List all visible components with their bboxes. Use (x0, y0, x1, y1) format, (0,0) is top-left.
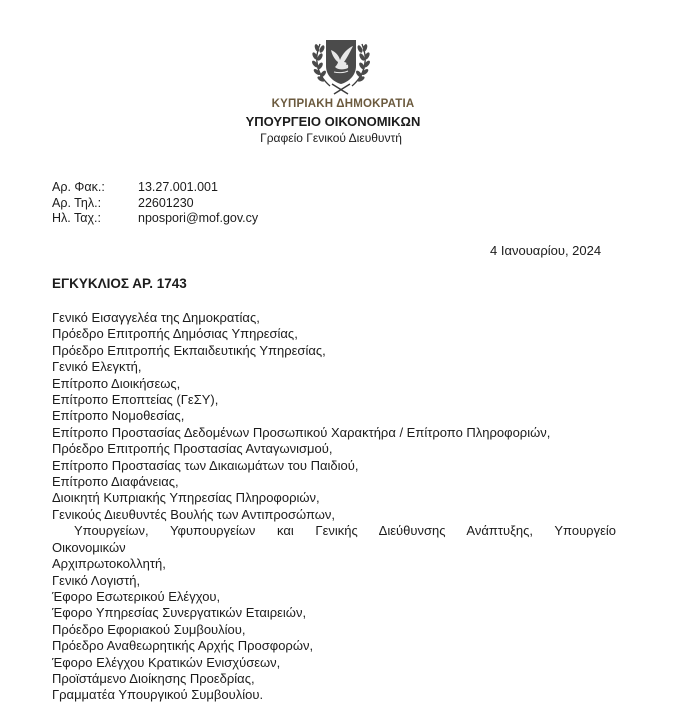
recipient-item: Επίτροπο Προστασίας των Δικαιωμάτων του Παιδιού, (52, 457, 359, 473)
recipient-item: Έφορο Εσωτερικού Ελέγχου, (52, 588, 221, 604)
recipient-item-continuation: Οικονομικών (52, 539, 126, 555)
recipient-item: Πρόεδρο Επιτροπής Εκπαιδευτικής Υπηρεσίας, (52, 342, 326, 358)
phone-value: 22601230 (138, 195, 194, 210)
country-name: ΚΥΠΡΙΑΚΗ ΔΗΜΟΚΡΑΤΙΑ (271, 98, 415, 110)
recipient-item: Επίτροπο Εποπτείας (ΓεΣΥ), (52, 392, 219, 408)
reference-block (52, 180, 258, 227)
coat-of-arms-emblem-icon (306, 36, 376, 98)
phone-row (52, 196, 258, 212)
office-name: Γραφείο Γενικού Διευθυντή (260, 131, 402, 145)
recipients-list (52, 310, 616, 704)
recipient-item: Έφορο Υπηρεσίας Συνεργατικών Εταιρειών, (52, 605, 307, 621)
recipient-item-justified: Υπουργείων, Υφυπουργείων και Γενικής Διεύθυνσης Ανάπτυξης, Υπουργείο (74, 523, 616, 539)
recipient-item: Επίτροπο Διοικήσεως, (52, 375, 181, 391)
recipient-item: Αρχιπρωτοκολλητή, (52, 556, 166, 572)
recipient-item: Έφορο Ελέγχου Κρατικών Ενισχύσεων, (52, 654, 281, 670)
email-row (52, 211, 258, 227)
recipient-item: Πρόεδρο Εφοριακού Συμβουλίου, (52, 621, 246, 637)
document-date: 4 Ιανουαρίου, 2024 (490, 243, 602, 258)
recipient-item: Πρόεδρο Αναθεωρητικής Αρχής Προσφορών, (52, 638, 314, 654)
phone-label: Αρ. Τηλ.: (52, 195, 102, 210)
ministry-name: ΥΠΟΥΡΓΕΙΟ ΟΙΚΟΝΟΜΙΚΩΝ (245, 114, 421, 129)
file-number-row (52, 180, 258, 196)
recipient-item: Γενικό Ελεγκτή, (52, 359, 142, 375)
recipient-item: Επίτροπο Προστασίας Δεδομένων Προσωπικού Χαρακτήρα / Επίτροπο Πληροφοριών, (52, 424, 551, 440)
recipient-item: Προϊστάμενο Διοίκησης Προεδρίας, (52, 670, 255, 686)
email-label: Ηλ. Ταχ.: (52, 211, 101, 225)
recipient-item: Πρόεδρο Επιτροπής Δημόσιας Υπηρεσίας, (52, 326, 298, 342)
recipient-item: Γενικούς Διευθυντές Βουλής των Αντιπροσώπων, (52, 506, 336, 522)
recipient-item: Επίτροπο Νομοθεσίας, (52, 408, 185, 424)
file-number-label: Αρ. Φακ.: (52, 180, 105, 194)
email-value: npospori@mof.gov.cy (138, 211, 259, 225)
recipient-item: Γενικό Λογιστή, (52, 572, 141, 588)
recipient-item: Διοικητή Κυπριακής Υπηρεσίας Πληροφοριών, (52, 490, 320, 506)
circular-title: ΕΓΚΥΚΛΙΟΣ ΑΡ. 1743 (52, 276, 187, 291)
recipient-item: Επίτροπο Διαφάνειας, (52, 474, 179, 490)
file-number-value: 13.27.001.001 (138, 180, 218, 194)
recipient-item: Γενικό Εισαγγελέα της Δημοκρατίας, (52, 310, 260, 325)
recipient-item: Πρόεδρο Επιτροπής Προστασίας Ανταγωνισμού, (52, 441, 333, 457)
recipient-item: Γραμματέα Υπουργικού Συμβουλίου. (52, 687, 264, 703)
